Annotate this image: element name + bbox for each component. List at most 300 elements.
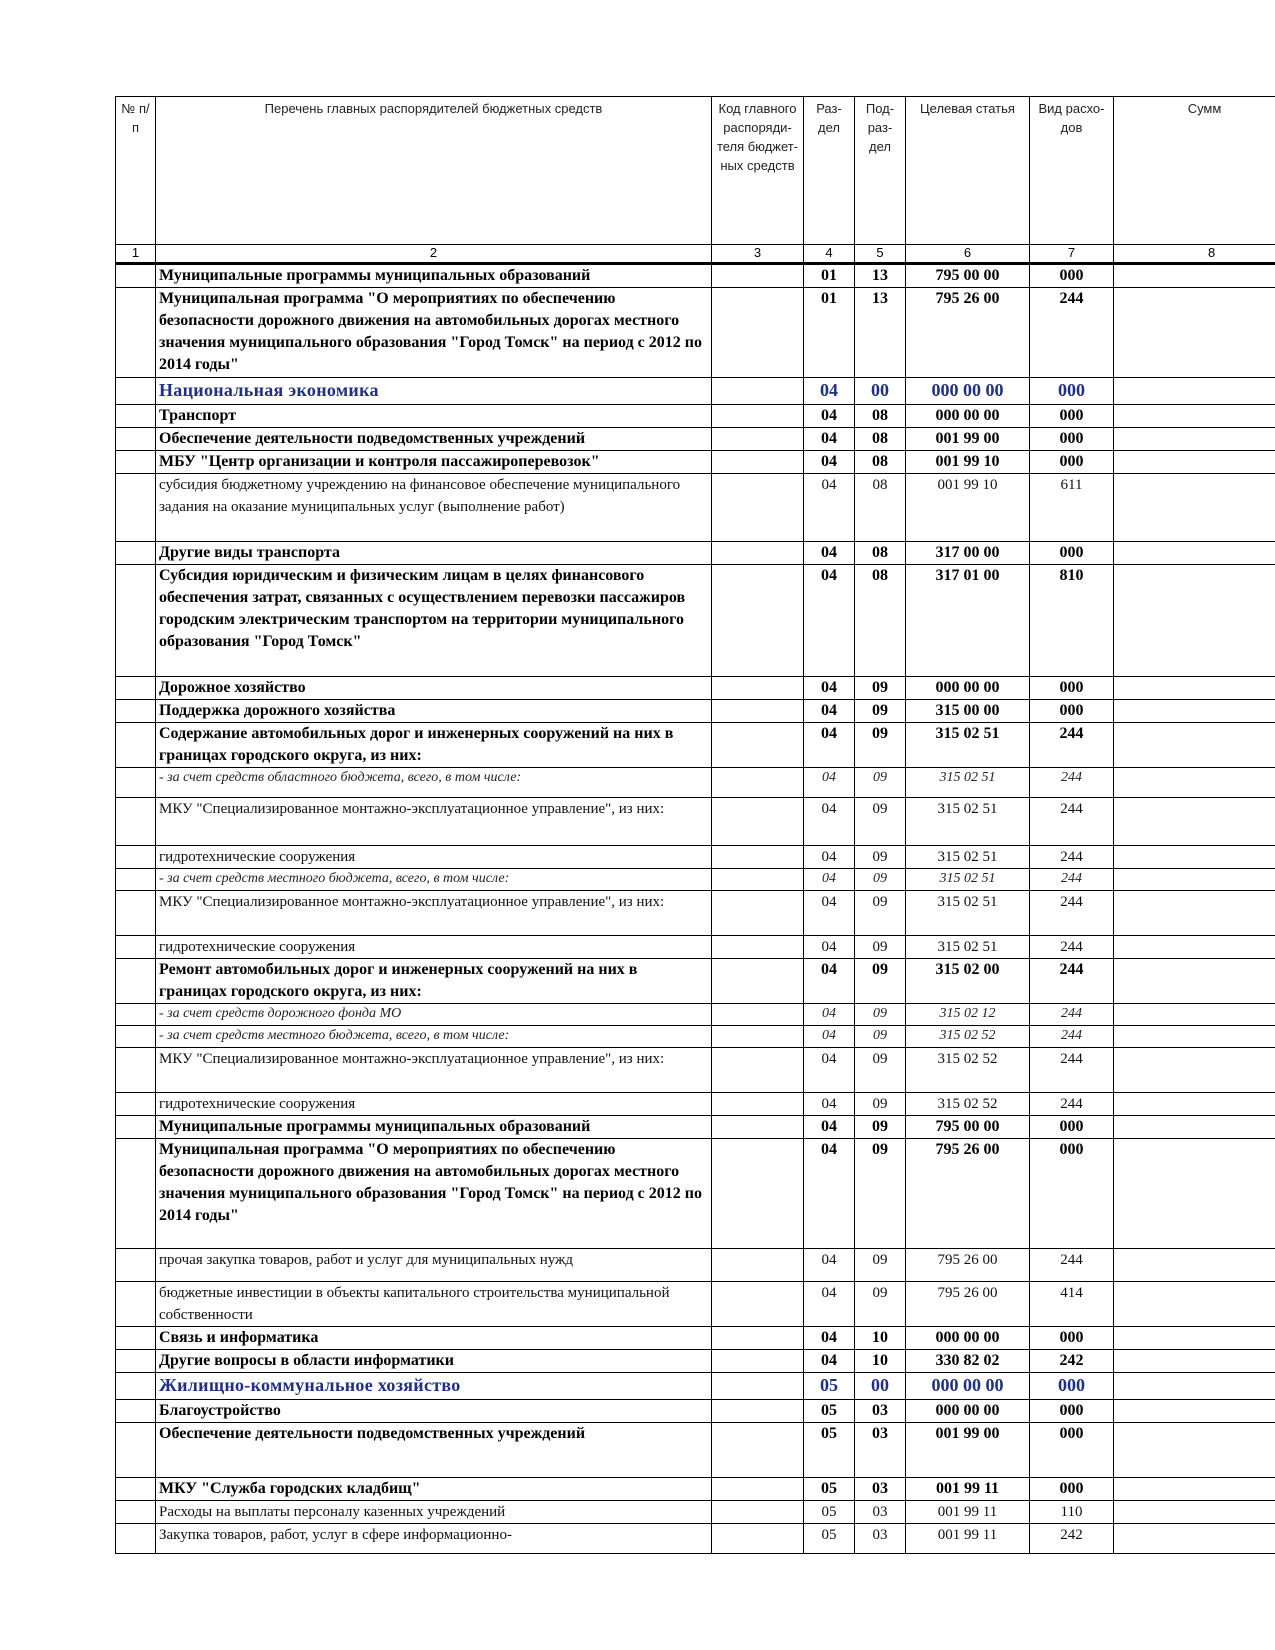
table-row: [116, 1373, 1275, 1400]
table-row: [116, 288, 1275, 378]
row-name: МКУ "Специализированное монтажно-эксплуатационное управление", из них:: [156, 891, 712, 936]
row-expense-type: 000: [1030, 700, 1114, 723]
row-name: - за счет средств местного бюджета, всего, в том числе:: [156, 869, 712, 891]
row-recipient-code: [712, 1327, 804, 1350]
row-target-article: 315 00 00: [906, 700, 1030, 723]
row-recipient-code: [712, 1116, 804, 1139]
row-recipient-code: [712, 1026, 804, 1048]
row-subsection: 09: [855, 798, 906, 846]
row-section: 04: [804, 1327, 855, 1350]
row-expense-type: 244: [1030, 891, 1114, 936]
row-name: Дорожное хозяйство: [156, 677, 712, 700]
row-section: 04: [804, 700, 855, 723]
row-target-article: 795 00 00: [906, 1116, 1030, 1139]
row-subsection: 09: [855, 1116, 906, 1139]
row-subsection: 10: [855, 1327, 906, 1350]
row-target-article: 315 02 51: [906, 723, 1030, 768]
row-expense-type: 244: [1030, 768, 1114, 798]
row-section: 04: [804, 959, 855, 1004]
row-subsection: 09: [855, 1004, 906, 1026]
table-row: [116, 768, 1275, 798]
row-recipient-code: [712, 936, 804, 959]
row-sum: [1114, 1048, 1275, 1093]
row-recipient-code: [712, 1400, 804, 1423]
row-expense-type: 244: [1030, 1004, 1114, 1026]
row-expense-type: 244: [1030, 798, 1114, 846]
header-expense-type: Вид расхо- дов: [1030, 97, 1114, 245]
row-expense-type: 000: [1030, 1327, 1114, 1350]
row-name: Поддержка дорожного хозяйства: [156, 700, 712, 723]
row-name: Жилищно-коммунальное хозяйство: [156, 1373, 712, 1400]
row-expense-type: 000: [1030, 405, 1114, 428]
table-row: [116, 1093, 1275, 1116]
table-row: [116, 959, 1275, 1004]
row-expense-type: 244: [1030, 869, 1114, 891]
row-recipient-code: [712, 959, 804, 1004]
row-target-article: 317 01 00: [906, 565, 1030, 677]
table-row: [116, 428, 1275, 451]
row-section: 04: [804, 474, 855, 542]
row-expense-type: 242: [1030, 1524, 1114, 1554]
row-number: [116, 1327, 156, 1350]
row-recipient-code: [712, 869, 804, 891]
row-expense-type: 000: [1030, 677, 1114, 700]
row-section: 04: [804, 723, 855, 768]
row-expense-type: 000: [1030, 1139, 1114, 1249]
row-section: 04: [804, 677, 855, 700]
row-sum: [1114, 768, 1275, 798]
row-sum: [1114, 1139, 1275, 1249]
row-name: Содержание автомобильных дорог и инженерных сооружений на них в границах городского округа, из них:: [156, 723, 712, 768]
row-expense-type: 000: [1030, 542, 1114, 565]
row-subsection: 09: [855, 1139, 906, 1249]
row-section: 04: [804, 1139, 855, 1249]
row-sum: [1114, 1524, 1275, 1554]
row-name: Обеспечение деятельности подведомственных учреждений: [156, 428, 712, 451]
row-expense-type: 244: [1030, 288, 1114, 378]
row-target-article: 001 99 10: [906, 451, 1030, 474]
row-name: Ремонт автомобильных дорог и инженерных сооружений на них в границах городского округа, из них:: [156, 959, 712, 1004]
row-number: [116, 474, 156, 542]
row-recipient-code: [712, 1004, 804, 1026]
row-number: [116, 869, 156, 891]
row-sum: [1114, 1478, 1275, 1501]
row-subsection: 09: [855, 936, 906, 959]
row-sum: [1114, 451, 1275, 474]
table-row: [116, 869, 1275, 891]
row-recipient-code: [712, 405, 804, 428]
row-recipient-code: [712, 264, 804, 288]
row-number: [116, 1501, 156, 1524]
row-name: - за счет средств дорожного фонда МО: [156, 1004, 712, 1026]
row-number: [116, 723, 156, 768]
row-name: Муниципальные программы муниципальных образований: [156, 264, 712, 288]
row-target-article: 317 00 00: [906, 542, 1030, 565]
row-number: [116, 1282, 156, 1327]
row-target-article: 795 26 00: [906, 1282, 1030, 1327]
table-row: [116, 677, 1275, 700]
table-row: [116, 1501, 1275, 1524]
row-section: 05: [804, 1524, 855, 1554]
row-section: 04: [804, 798, 855, 846]
row-expense-type: 244: [1030, 723, 1114, 768]
row-section: 04: [804, 1116, 855, 1139]
row-number: [116, 1423, 156, 1478]
row-number: [116, 1093, 156, 1116]
row-name: Обеспечение деятельности подведомственных учреждений: [156, 1423, 712, 1478]
row-name: МБУ "Центр организации и контроля пассажироперевозок": [156, 451, 712, 474]
budget-table: [115, 96, 1275, 1554]
header-recipient-code: Код главного распоряди- теля бюджет- ных средств: [712, 97, 804, 245]
row-name: Другие вопросы в области информатики: [156, 1350, 712, 1373]
row-expense-type: 244: [1030, 1026, 1114, 1048]
table-row: [116, 1282, 1275, 1327]
row-name: гидротехнические сооружения: [156, 1093, 712, 1116]
row-number: [116, 1026, 156, 1048]
row-sum: [1114, 959, 1275, 1004]
row-number: [116, 1249, 156, 1282]
row-sum: [1114, 1282, 1275, 1327]
header-subsection: Под- раз- дел: [855, 97, 906, 245]
row-name: Транспорт: [156, 405, 712, 428]
row-section: 04: [804, 1249, 855, 1282]
column-number: 3: [712, 245, 804, 264]
row-section: 05: [804, 1423, 855, 1478]
column-number: 5: [855, 245, 906, 264]
row-section: 05: [804, 1373, 855, 1400]
row-recipient-code: [712, 474, 804, 542]
row-section: 04: [804, 846, 855, 869]
row-target-article: 000 00 00: [906, 405, 1030, 428]
row-name: Муниципальные программы муниципальных образований: [156, 1116, 712, 1139]
row-number: [116, 542, 156, 565]
row-sum: [1114, 1004, 1275, 1026]
row-subsection: 09: [855, 959, 906, 1004]
row-subsection: 09: [855, 891, 906, 936]
row-sum: [1114, 1501, 1275, 1524]
row-sum: [1114, 891, 1275, 936]
row-number: [116, 846, 156, 869]
table-row: [116, 1139, 1275, 1249]
row-target-article: 330 82 02: [906, 1350, 1030, 1373]
row-number: [116, 565, 156, 677]
table-row: [116, 723, 1275, 768]
row-sum: [1114, 405, 1275, 428]
row-number: [116, 451, 156, 474]
row-target-article: 000 00 00: [906, 378, 1030, 405]
row-target-article: 001 99 11: [906, 1478, 1030, 1501]
row-recipient-code: [712, 1139, 804, 1249]
row-section: 05: [804, 1478, 855, 1501]
row-subsection: 00: [855, 378, 906, 405]
row-section: 04: [804, 869, 855, 891]
row-section: 01: [804, 264, 855, 288]
table-row: [116, 1400, 1275, 1423]
table-row: [116, 378, 1275, 405]
row-number: [116, 768, 156, 798]
row-target-article: 001 99 00: [906, 428, 1030, 451]
row-sum: [1114, 700, 1275, 723]
row-number: [116, 1478, 156, 1501]
row-number: [116, 288, 156, 378]
row-subsection: 13: [855, 264, 906, 288]
row-recipient-code: [712, 1423, 804, 1478]
header-section: Раз- дел: [804, 97, 855, 245]
row-number: [116, 1524, 156, 1554]
row-name: Муниципальная программа "О мероприятиях по обеспечению безопасности дорожного движения на автомобильных дорогах местного значения муниципального образования "Город Томск" на период с 2012 по 2014 годы": [156, 288, 712, 378]
row-sum: [1114, 677, 1275, 700]
row-name: Национальная экономика: [156, 378, 712, 405]
row-subsection: 08: [855, 542, 906, 565]
table-row: [116, 565, 1275, 677]
row-sum: [1114, 1423, 1275, 1478]
row-section: 04: [804, 542, 855, 565]
row-subsection: 13: [855, 288, 906, 378]
row-sum: [1114, 798, 1275, 846]
row-target-article: 000 00 00: [906, 1327, 1030, 1350]
row-subsection: 00: [855, 1373, 906, 1400]
row-target-article: 795 26 00: [906, 288, 1030, 378]
row-expense-type: 611: [1030, 474, 1114, 542]
row-section: 05: [804, 1501, 855, 1524]
row-subsection: 09: [855, 869, 906, 891]
row-target-article: 315 02 00: [906, 959, 1030, 1004]
table-row: [116, 1524, 1275, 1554]
row-recipient-code: [712, 1501, 804, 1524]
row-section: 05: [804, 1400, 855, 1423]
row-name: прочая закупка товаров, работ и услуг для муниципальных нужд: [156, 1249, 712, 1282]
row-recipient-code: [712, 451, 804, 474]
row-expense-type: 242: [1030, 1350, 1114, 1373]
row-section: 04: [804, 378, 855, 405]
row-sum: [1114, 288, 1275, 378]
row-number: [116, 378, 156, 405]
row-name: Муниципальная программа "О мероприятиях по обеспечению безопасности дорожного движения на автомобильных дорогах местного значения муниципального образования "Город Томск" на период с 2012 по 2014 годы": [156, 1139, 712, 1249]
row-expense-type: 244: [1030, 936, 1114, 959]
row-recipient-code: [712, 1478, 804, 1501]
table-row: [116, 1423, 1275, 1478]
table-row: [116, 264, 1275, 288]
table-row: [116, 1249, 1275, 1282]
row-expense-type: 414: [1030, 1282, 1114, 1327]
header-recipients: Перечень главных распорядителей бюджетных средств: [156, 97, 712, 245]
row-number: [116, 405, 156, 428]
row-recipient-code: [712, 542, 804, 565]
row-expense-type: 000: [1030, 1116, 1114, 1139]
row-number: [116, 1116, 156, 1139]
row-recipient-code: [712, 723, 804, 768]
row-name: Закупка товаров, работ, услуг в сфере информационно-: [156, 1524, 712, 1554]
row-number: [116, 1350, 156, 1373]
row-name: Субсидия юридическим и физическим лицам в целях финансового обеспечения затрат, связанных с осуществлением перевозки пассажиров городским электрическим транспортом на территории муниципального образования "Город Томск": [156, 565, 712, 677]
row-expense-type: 000: [1030, 1423, 1114, 1478]
row-name: МКУ "Специализированное монтажно-эксплуатационное управление", из них:: [156, 798, 712, 846]
row-sum: [1114, 565, 1275, 677]
row-sum: [1114, 1373, 1275, 1400]
row-sum: [1114, 1116, 1275, 1139]
row-expense-type: 000: [1030, 264, 1114, 288]
row-recipient-code: [712, 846, 804, 869]
table-row: [116, 1350, 1275, 1373]
table-header-row: [116, 97, 1275, 245]
row-section: 04: [804, 428, 855, 451]
column-number: 2: [156, 245, 712, 264]
row-recipient-code: [712, 1093, 804, 1116]
row-expense-type: 000: [1030, 378, 1114, 405]
column-number: 8: [1114, 245, 1275, 264]
row-target-article: 795 26 00: [906, 1139, 1030, 1249]
row-recipient-code: [712, 1282, 804, 1327]
row-target-article: 315 02 52: [906, 1048, 1030, 1093]
row-recipient-code: [712, 798, 804, 846]
row-recipient-code: [712, 1373, 804, 1400]
row-number: [116, 700, 156, 723]
row-number: [116, 428, 156, 451]
row-name: субсидия бюджетному учреждению на финансовое обеспечение муниципального задания на оказание муниципальных услуг (выполнение работ): [156, 474, 712, 542]
row-section: 04: [804, 1048, 855, 1093]
row-subsection: 08: [855, 405, 906, 428]
header-sum: Сумм: [1114, 97, 1275, 245]
row-subsection: 09: [855, 846, 906, 869]
row-section: 04: [804, 936, 855, 959]
table-row: [116, 891, 1275, 936]
row-target-article: 315 02 51: [906, 798, 1030, 846]
row-sum: [1114, 723, 1275, 768]
row-target-article: 315 02 51: [906, 936, 1030, 959]
table-row: [116, 1004, 1275, 1026]
row-number: [116, 891, 156, 936]
row-name: гидротехнические сооружения: [156, 846, 712, 869]
row-name: Другие виды транспорта: [156, 542, 712, 565]
row-target-article: 001 99 00: [906, 1423, 1030, 1478]
row-name: гидротехнические сооружения: [156, 936, 712, 959]
row-subsection: 09: [855, 1282, 906, 1327]
row-subsection: 09: [855, 768, 906, 798]
row-target-article: 001 99 11: [906, 1524, 1030, 1554]
table-row: [116, 405, 1275, 428]
row-number: [116, 264, 156, 288]
row-expense-type: 000: [1030, 428, 1114, 451]
row-expense-type: 244: [1030, 1048, 1114, 1093]
row-section: 04: [804, 1093, 855, 1116]
row-subsection: 03: [855, 1501, 906, 1524]
row-number: [116, 1373, 156, 1400]
row-subsection: 08: [855, 474, 906, 542]
row-target-article: 315 02 52: [906, 1026, 1030, 1048]
header-number: № п/п: [116, 97, 156, 245]
column-number: 6: [906, 245, 1030, 264]
row-section: 04: [804, 1026, 855, 1048]
row-sum: [1114, 1327, 1275, 1350]
row-expense-type: 000: [1030, 1478, 1114, 1501]
row-section: 01: [804, 288, 855, 378]
row-number: [116, 936, 156, 959]
column-number: 1: [116, 245, 156, 264]
row-section: 04: [804, 1004, 855, 1026]
row-section: 04: [804, 1350, 855, 1373]
row-target-article: 315 02 51: [906, 846, 1030, 869]
row-number: [116, 1004, 156, 1026]
header-target-article: Целевая статья: [906, 97, 1030, 245]
row-subsection: 10: [855, 1350, 906, 1373]
row-name: - за счет средств местного бюджета, всего, в том числе:: [156, 1026, 712, 1048]
row-subsection: 09: [855, 700, 906, 723]
row-recipient-code: [712, 288, 804, 378]
row-recipient-code: [712, 677, 804, 700]
row-section: 04: [804, 565, 855, 677]
row-number: [116, 1139, 156, 1249]
row-target-article: 000 00 00: [906, 677, 1030, 700]
row-subsection: 08: [855, 451, 906, 474]
row-sum: [1114, 869, 1275, 891]
row-section: 04: [804, 768, 855, 798]
row-sum: [1114, 428, 1275, 451]
table-row: [116, 1026, 1275, 1048]
row-sum: [1114, 1249, 1275, 1282]
row-name: Расходы на выплаты персоналу казенных учреждений: [156, 1501, 712, 1524]
table-row: [116, 542, 1275, 565]
row-subsection: 09: [855, 677, 906, 700]
row-sum: [1114, 378, 1275, 405]
row-name: бюджетные инвестиции в объекты капитального строительства муниципальной собственности: [156, 1282, 712, 1327]
table-row: [116, 798, 1275, 846]
row-subsection: 08: [855, 428, 906, 451]
row-sum: [1114, 1026, 1275, 1048]
row-expense-type: 000: [1030, 1400, 1114, 1423]
row-target-article: 795 26 00: [906, 1249, 1030, 1282]
row-target-article: 315 02 51: [906, 869, 1030, 891]
row-name: Благоустройство: [156, 1400, 712, 1423]
row-target-article: 795 00 00: [906, 264, 1030, 288]
row-section: 04: [804, 1282, 855, 1327]
row-expense-type: 244: [1030, 846, 1114, 869]
table-row: [116, 1478, 1275, 1501]
row-target-article: 315 02 51: [906, 891, 1030, 936]
row-sum: [1114, 1400, 1275, 1423]
row-name: - за счет средств областного бюджета, всего, в том числе:: [156, 768, 712, 798]
row-recipient-code: [712, 565, 804, 677]
row-number: [116, 959, 156, 1004]
row-expense-type: 244: [1030, 959, 1114, 1004]
row-section: 04: [804, 451, 855, 474]
row-subsection: 03: [855, 1423, 906, 1478]
column-number-row: [116, 245, 1275, 264]
row-subsection: 09: [855, 1048, 906, 1093]
row-recipient-code: [712, 1048, 804, 1093]
row-name: Связь и информатика: [156, 1327, 712, 1350]
row-recipient-code: [712, 891, 804, 936]
column-number: 7: [1030, 245, 1114, 264]
row-target-article: 000 00 00: [906, 1373, 1030, 1400]
row-recipient-code: [712, 700, 804, 723]
row-sum: [1114, 474, 1275, 542]
row-name: МКУ "Специализированное монтажно-эксплуатационное управление", из них:: [156, 1048, 712, 1093]
row-subsection: 09: [855, 1093, 906, 1116]
table-row: [116, 474, 1275, 542]
column-number: 4: [804, 245, 855, 264]
row-expense-type: 110: [1030, 1501, 1114, 1524]
row-subsection: 03: [855, 1478, 906, 1501]
table-row: [116, 700, 1275, 723]
table-row: [116, 451, 1275, 474]
row-name: МКУ "Служба городских кладбищ": [156, 1478, 712, 1501]
row-recipient-code: [712, 1249, 804, 1282]
row-subsection: 08: [855, 565, 906, 677]
row-sum: [1114, 936, 1275, 959]
row-sum: [1114, 846, 1275, 869]
table-row: [116, 1048, 1275, 1093]
row-recipient-code: [712, 1524, 804, 1554]
